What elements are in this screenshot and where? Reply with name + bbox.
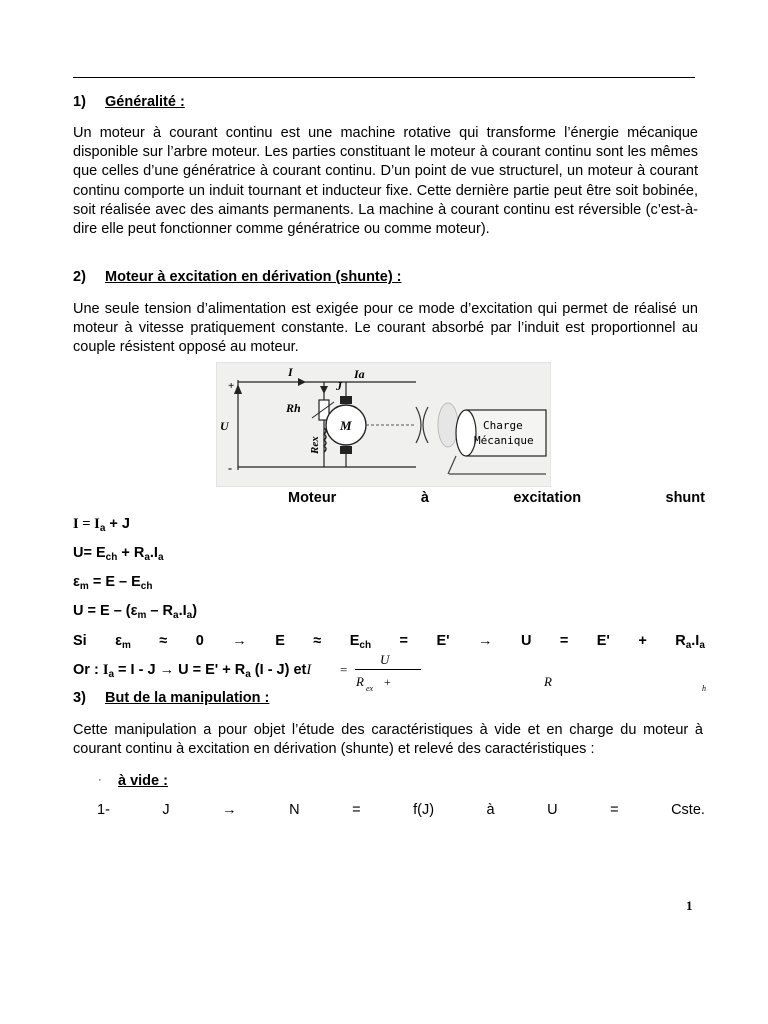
section-title: But de la manipulation : xyxy=(105,690,270,706)
u-label: U xyxy=(220,419,229,433)
ia-label: Ia xyxy=(354,367,365,381)
fraction-h: h xyxy=(702,684,706,693)
load-label-line1: Charge xyxy=(483,419,523,432)
bullet-label: à vide : xyxy=(118,773,168,789)
section-number: 3) xyxy=(73,690,86,706)
equation-3: $\varepsilon_m = E - E_{ch}$ xyxy=(73,574,153,592)
section-number: 1) xyxy=(73,94,86,110)
fraction-r: R xyxy=(544,674,552,689)
equation-4: $U = E - (\varepsilon_m - R_a.I_a)$ xyxy=(73,603,198,621)
fraction-denominator-r: R xyxy=(356,674,364,689)
caption-word: excitation xyxy=(513,490,582,506)
j-label: J xyxy=(336,379,342,393)
rex-label: Rex xyxy=(309,436,321,454)
section-title: Généralité : xyxy=(105,94,185,110)
load-body xyxy=(466,410,546,456)
fraction-bar xyxy=(355,669,421,670)
ghost-disk xyxy=(438,403,458,447)
rh-label: Rh xyxy=(286,401,301,415)
i-label: I xyxy=(288,365,293,379)
equation-5: Si $\varepsilon_m$ ≈ 0 → E ≈ $E_{ch}$ = E' → U = E' + $R_a.I_a$ xyxy=(73,633,705,651)
section-1-heading xyxy=(73,94,185,110)
top-rule xyxy=(73,77,695,78)
load-face xyxy=(456,410,476,456)
caption-word: à xyxy=(420,490,429,506)
minus-label: - xyxy=(228,461,232,475)
figure-caption xyxy=(288,490,705,506)
section-title: Moteur à excitation en dérivation (shunte) : xyxy=(105,269,402,285)
fraction-equals: = xyxy=(340,662,348,677)
section-2-heading xyxy=(73,269,402,285)
plus-label: + xyxy=(228,380,235,392)
brush-bottom xyxy=(340,446,352,454)
paragraph-shunt: Une seule tension d’alimentation est exigée pour ce mode d’excitation qui permet de réalisé un moteur à vitesse pratiquement constante. Le courant absorbé par l’induit est proportionnel au couple résistent opposé au moteur. xyxy=(73,301,698,356)
section-3-heading xyxy=(73,690,269,706)
equation-2: $U= E_{ch} + R_a.I_a$ xyxy=(73,545,164,563)
caption-word: Moteur xyxy=(288,490,337,506)
page-number: 1 xyxy=(686,898,693,913)
caption-word: shunt xyxy=(665,490,705,506)
fraction-numerator: U xyxy=(380,652,390,667)
bullet-a-vide xyxy=(98,773,168,789)
motor-shunt-diagram xyxy=(216,362,551,487)
brush-top xyxy=(340,396,352,404)
equation-6: Or : $I_a = I - J \to U = E' + R_a$ (I - J) etI xyxy=(73,662,312,680)
bullet-dot: · xyxy=(98,774,102,786)
fraction-plus: + xyxy=(384,675,391,689)
characteristic-row-1: 1- J → N = f(J) à U = Cste. xyxy=(97,802,705,818)
section-number: 2) xyxy=(73,269,86,285)
fraction-denominator-sub: ex xyxy=(366,684,374,693)
paragraph-generalite: Un moteur à courant continu est une machine rotative qui transforme l’énergie mécanique disponible sur l’arbre moteur. Les parties constituant le moteur à courant continu sont les mêmes que celles d’une génératrice à courant continu. D’un point de vue structurel, un moteur à courant continu comporte un induit tournant et inducteur fixe. Cette dernière partie peut être soit bobinée, soit réalisée avec des aimants permanents. La machine à courant continu est réversible (c’est-à-dire elle peut fonctionner comme génératrice ou comme moteur). xyxy=(73,125,698,238)
equation-1: $I = I_a + J$ xyxy=(73,516,130,534)
m-label: M xyxy=(340,418,352,433)
paragraph-but: Cette manipulation a pour objet l’étude des caractéristiques à vide et en charge du moteur à courant continu à excitation en dérivation (shunte) et relevé des caractéristiques : xyxy=(73,722,703,758)
load-label-line2: Mécanique xyxy=(474,434,534,447)
